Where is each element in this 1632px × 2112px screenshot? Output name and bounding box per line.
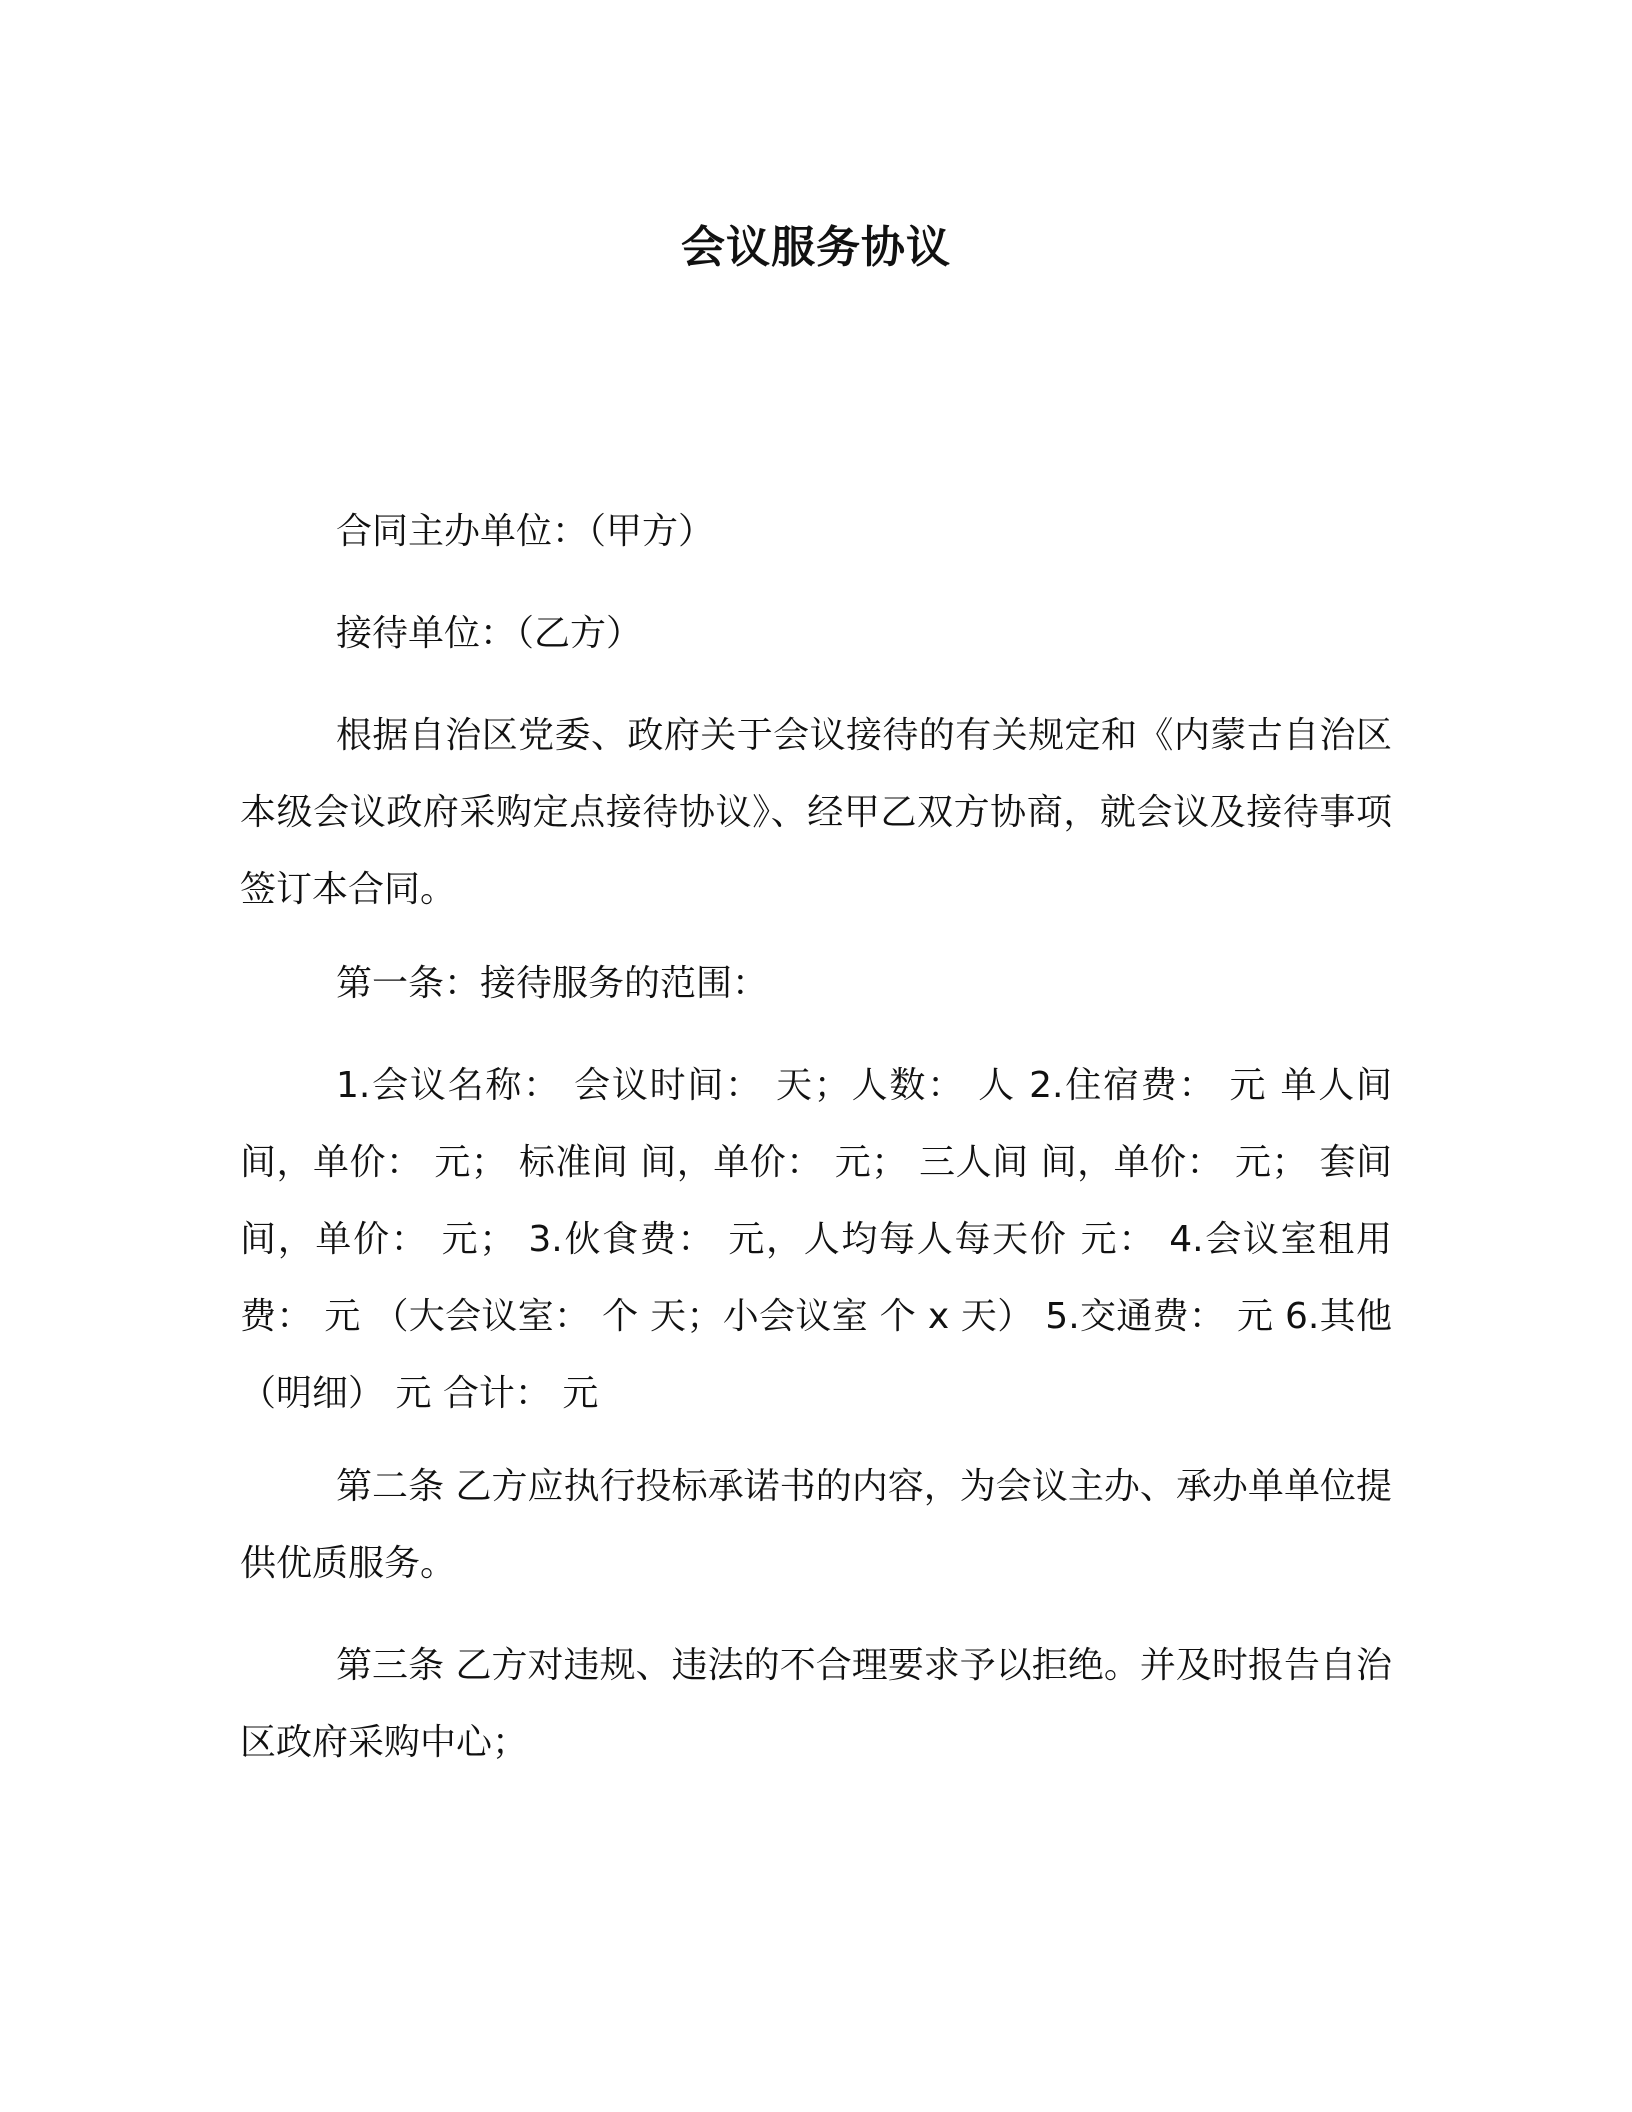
article1-items-paragraph: 1.会议名称： 会议时间： 天；人数： 人 2.住宿费： 元 单人间间，单价： 元； 标准间 间，单价： 元； 三人间 间，单价： 元； 套间间，单价： 元； 3.伙食费： 元，人均每人每天价 元： 4.会议室租用费： 元 （大会议室： 个 天；小会议室 个 x 天） 5.交通费： 元 6.其他（明细） 元 合计： 元 xyxy=(240,1065,1392,1414)
article3-paragraph: 第三条 乙方对违规、违法的不合理要求予以拒绝。并及时报告自治区政府采购中心； xyxy=(240,1645,1392,1763)
party-b-paragraph: 接待单位：（乙方） xyxy=(336,613,643,654)
party-b-line xyxy=(240,595,1392,672)
article1-heading: 第一条：接待服务的范围： xyxy=(336,963,769,1004)
preamble-paragraph: 根据自治区党委、政府关于会议接待的有关规定和《内蒙古自治区本级会议政府采购定点接待协议》、经甲乙双方协商，就会议及接待事项签订本合同。 xyxy=(240,715,1392,910)
document-title: 会议服务协议 xyxy=(681,222,951,273)
article3-block xyxy=(240,1627,1392,1781)
party-a-paragraph: 合同主办单位：（甲方） xyxy=(336,511,715,552)
article2-block xyxy=(240,1448,1392,1602)
preamble-block xyxy=(240,697,1392,928)
article2-paragraph: 第二条 乙方应执行投标承诺书的内容，为会议主办、承办单单位提供优质服务。 xyxy=(240,1466,1392,1584)
party-a-line xyxy=(240,493,1392,570)
article1-items-block xyxy=(240,1047,1392,1432)
article1-heading-block xyxy=(240,945,1392,1022)
